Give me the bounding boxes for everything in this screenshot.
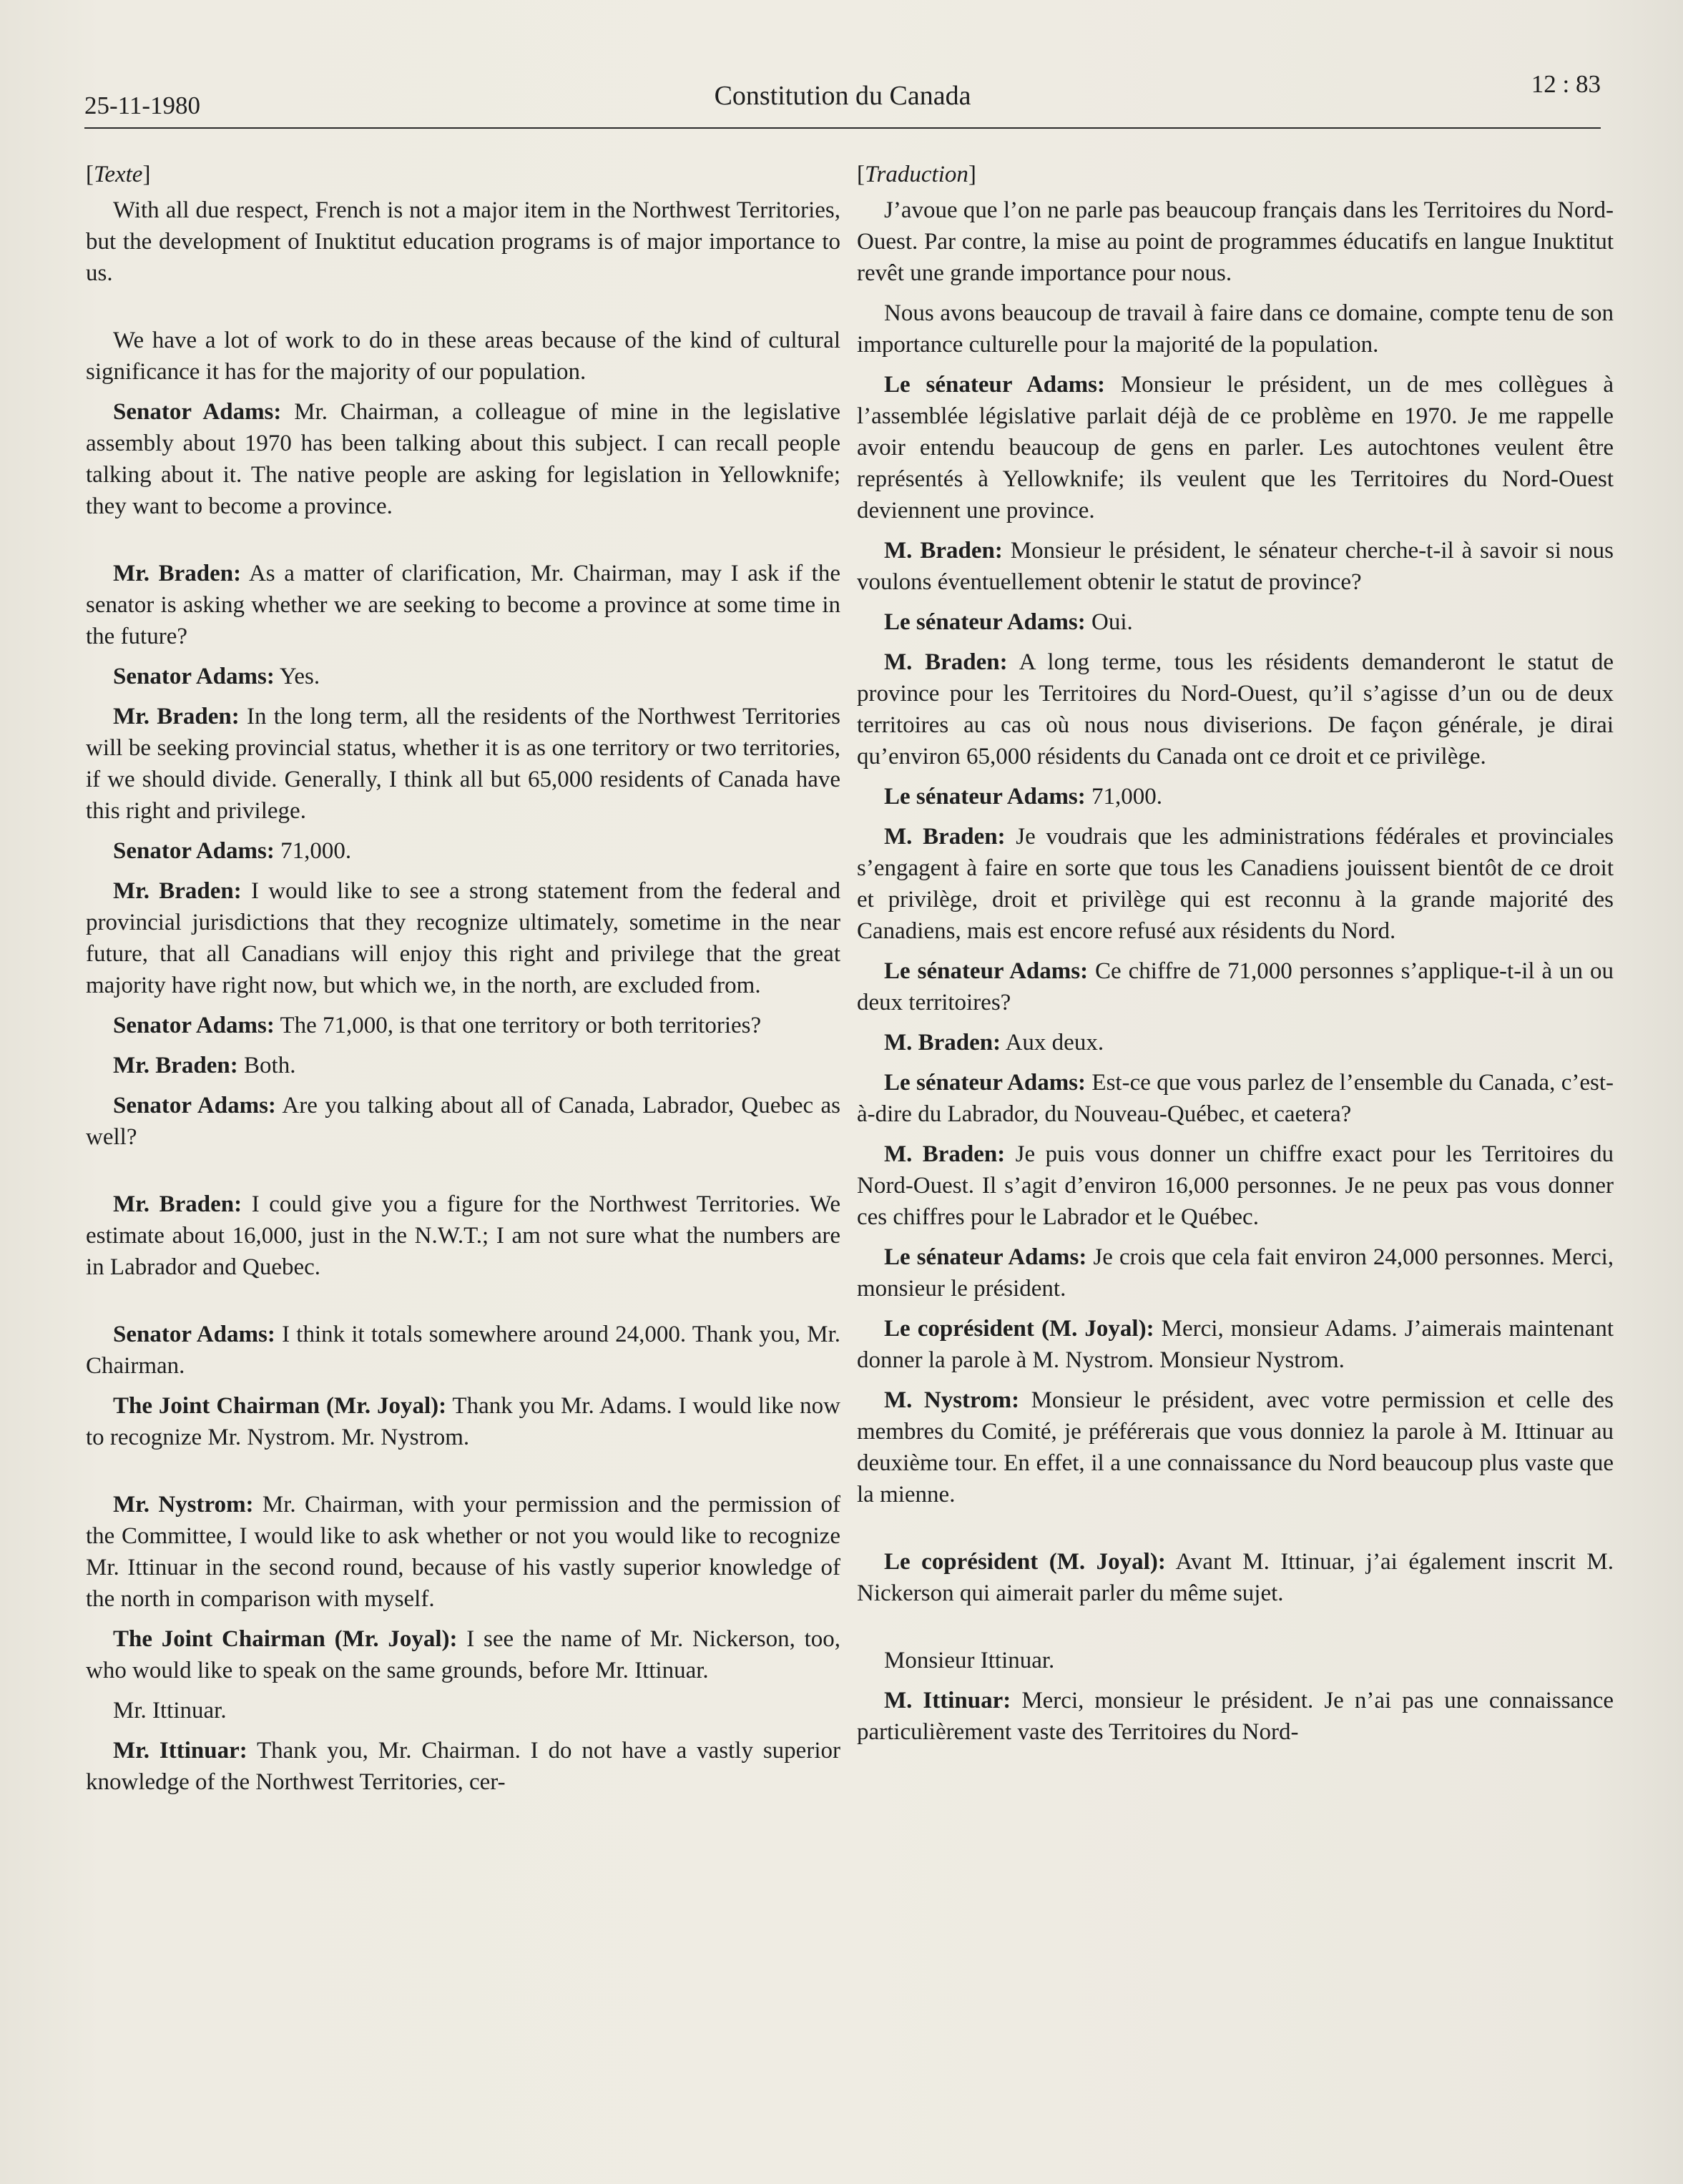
paragraph: Senator Adams: Mr. Chairman, a colleague of mine in the legislative assembly about 1970 has been talking about this subject. I can recall people talking about it. The native people are asking for legislation in Yellowknife; they want to become a province. <box>86 399 840 519</box>
paragraph: M. Ittinuar: Merci, monsieur le président. Je n’ai pas une connaissance particulièrement vaste des Territoires du Nord- <box>857 1688 1614 1745</box>
paragraph: Monsieur Ittinuar. <box>884 1648 1055 1673</box>
paragraph: We have a lot of work to do in these areas because of the kind of cultural significance it has for the majority of our population. <box>86 328 840 385</box>
paragraph: Senator Adams: Yes. <box>113 664 320 689</box>
paragraph: Mr. Braden: Both. <box>113 1053 296 1078</box>
paragraph: With all due respect, French is not a major item in the Northwest Territories, but the development of Inuktitut education programs is of major importance to us. <box>86 197 840 286</box>
paragraph: M. Braden: Je voudrais que les administrations fédérales et provinciales s’engagent à faire en sorte que tous les Canadiens jouissent bientôt de ce droit et privilège, droit et privilège qui est reconnu à la grande majorité des Canadiens, mais est encore refusé aux résidents du Nord. <box>857 824 1614 944</box>
column-tag: [Traduction] <box>857 162 976 187</box>
paragraph: Nous avons beaucoup de travail à faire dans ce domaine, compte tenu de son importance culturelle pour la majorité de la population. <box>857 300 1614 358</box>
paragraph: Senator Adams: I think it totals somewhere around 24,000. Thank you, Mr. Chairman. <box>86 1322 841 1379</box>
paragraph: The Joint Chairman (Mr. Joyal): I see the name of Mr. Nickerson, too, who would like to speak on the same grounds, before Mr. Ittinuar. <box>86 1626 841 1683</box>
paragraph: Senator Adams: The 71,000, is that one territory or both territories? <box>113 1013 762 1038</box>
column-tag: [Texte] <box>86 162 151 187</box>
paragraph: Le sénateur Adams: Oui. <box>884 609 1133 635</box>
paragraph: The Joint Chairman (Mr. Joyal): Thank you Mr. Adams. I would like now to recognize Mr. Nystrom. Mr. Nystrom. <box>86 1393 840 1450</box>
page-header <box>84 70 1601 129</box>
paragraph: Mr. Ittinuar. <box>113 1698 227 1723</box>
header-title: Constitution du Canada <box>714 81 971 111</box>
paragraph: M. Braden: Monsieur le président, le sénateur cherche-t-il à savoir si nous voulons éventuellement obtenir le statut de province? <box>857 538 1614 595</box>
paragraph: Le sénateur Adams: Je crois que cela fait environ 24,000 personnes. Merci, monsieur le président. <box>857 1244 1614 1302</box>
header-page-number: 12 : 83 <box>1531 70 1601 98</box>
paragraph: Le sénateur Adams: 71,000. <box>884 784 1162 810</box>
paragraph: Le sénateur Adams: Monsieur le président, un de mes collègues à l’assemblée législative parlait déjà de ce problème en 1970. Je me rappelle avoir entendu beaucoup de gens en parler. Les autochtones veulent être représentés à Yellowknife; ils veulent que les Territoires du Nord-Ouest deviennent une province. <box>857 372 1614 523</box>
paragraph: Mr. Braden: I could give you a figure for the Northwest Territories. We estimate about 16,000, just in the N.W.T.; I am not sure what the numbers are in Labrador and Quebec. <box>86 1191 841 1280</box>
paragraph: Mr. Braden: I would like to see a strong statement from the federal and provincial jurisdictions that they recognize ultimately, sometime in the near future, that all Canadians will enjoy this right and privilege that the great majority have right now, but which we, in the north, are excluded from. <box>86 878 840 998</box>
paragraph: M. Braden: A long terme, tous les résidents demanderont le statut de province pour les Territoires du Nord-Ouest, qu’il s’agisse d’un ou de deux territoires au cas où nous nous diviserions. De façon générale, je dirai qu’environ 65,000 résidents du Canada ont ce droit et ce privilège. <box>857 649 1614 769</box>
french-column <box>857 159 1614 1756</box>
paragraph: Mr. Ittinuar: Thank you, Mr. Chairman. I do not have a vastly superior knowledge of the Northwest Territories, cer- <box>86 1738 840 1795</box>
paragraph: Mr. Braden: As a matter of clarification, Mr. Chairman, may I ask if the senator is asking whether we are seeking to become a province at some time in the future? <box>86 561 840 649</box>
header-date: 25-11-1980 <box>84 92 201 119</box>
paragraph: Le coprésident (M. Joyal): Merci, monsieur Adams. J’aimerais maintenant donner la parole à M. Nystrom. Monsieur Nystrom. <box>857 1316 1614 1373</box>
paragraph: Mr. Nystrom: Mr. Chairman, with your permission and the permission of the Committee, I would like to ask whether or not you would like to recognize Mr. Ittinuar in the second round, because of his vastly superior knowledge of the north in comparison with myself. <box>86 1492 840 1612</box>
paragraph: J’avoue que l’on ne parle pas beaucoup français dans les Territoires du Nord-Ouest. Par contre, la mise au point de programmes éducatifs en langue Inuktitut revêt une grande importance pour nous. <box>857 197 1614 286</box>
paragraph: Le coprésident (M. Joyal): Avant M. Ittinuar, j’ai également inscrit M. Nickerson qui aimerait parler du même sujet. <box>857 1549 1614 1606</box>
paragraph: M. Braden: Je puis vous donner un chiffre exact pour les Territoires du Nord-Ouest. Il s’agit d’environ 16,000 personnes. Je ne peux pas vous donner ces chiffres pour le Labrador et le Québec. <box>857 1141 1614 1230</box>
paragraph: Mr. Braden: In the long term, all the residents of the Northwest Territories will be seeking provincial status, whether it is as one territory or two territories, if we should divide. Generally, I think all but 65,000 residents of Canada have this right and privilege. <box>86 704 841 824</box>
paragraph: M. Braden: Aux deux. <box>884 1030 1104 1056</box>
paragraph: Senator Adams: Are you talking about all of Canada, Labrador, Quebec as well? <box>86 1093 841 1150</box>
english-column <box>86 159 840 1806</box>
paragraph: Senator Adams: 71,000. <box>113 838 352 864</box>
paragraph: Le sénateur Adams: Est-ce que vous parlez de l’ensemble du Canada, c’est-à-dire du Labrador, du Nouveau-Québec, et caetera? <box>857 1070 1614 1127</box>
paragraph: Le sénateur Adams: Ce chiffre de 71,000 personnes s’applique-t-il à un ou deux territoires? <box>857 958 1614 1015</box>
paragraph: M. Nystrom: Monsieur le président, avec votre permission et celle des membres du Comité, je préférerais que vous donniez la parole à M. Ittinuar au deuxième tour. En effet, il a une connaissance du Nord beaucoup plus vaste que la mienne. <box>857 1387 1614 1507</box>
